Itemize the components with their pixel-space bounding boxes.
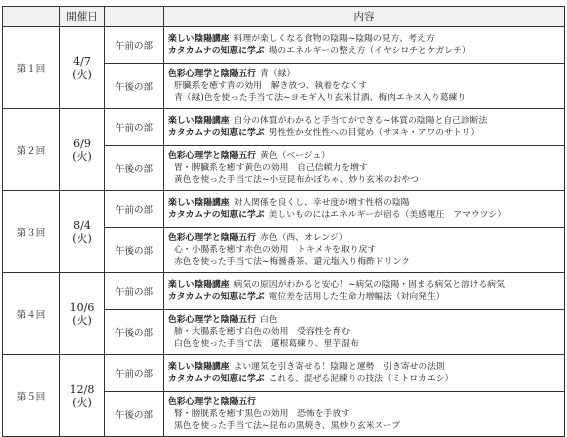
course-text: 肺・大腸系を癒す白色の効用 受容性を育む	[174, 326, 350, 337]
date-value: 6/9	[73, 136, 91, 150]
morning-part-label: 午前の部	[105, 109, 164, 146]
day-value: (火)	[72, 231, 92, 245]
course-text: 白色を使った手当て法 蓮根葛練り、里芋湿布	[174, 339, 359, 350]
morning-part-label: 午前の部	[105, 273, 164, 310]
content-line	[168, 326, 560, 338]
morning-content	[164, 273, 565, 310]
header-row	[3, 7, 565, 27]
afternoon-content	[164, 228, 565, 273]
course-heading: 色彩心理学と陰陽五行	[168, 68, 256, 79]
session-date	[60, 355, 105, 437]
content-line	[168, 256, 560, 268]
day-value: (火)	[72, 149, 92, 163]
day-value: (火)	[72, 313, 92, 327]
course-text: 青（緑)色を使った手当て法~ヨモギ入り玄米甘酒、梅肉エキス入り葛練り	[174, 93, 467, 104]
session-number: 第２回	[3, 109, 60, 191]
course-text: 赤色を使った手当て法~梅醤番茶、還元塩入り梅酢ドリンク	[174, 257, 410, 268]
content-line	[168, 209, 560, 221]
morning-content	[164, 27, 565, 64]
schedule-table	[2, 6, 565, 437]
content-line	[168, 244, 560, 256]
course-text: 腎・膀胱系を癒す黒色の効用 恐怖を手放す	[174, 408, 350, 419]
course-text: 対人関係を良くし、幸せ度が増す性格の陰陽	[233, 197, 410, 208]
content-line	[168, 45, 560, 57]
content-line	[168, 162, 560, 174]
day-value: (火)	[72, 67, 92, 81]
content-line	[168, 92, 560, 104]
course-text: よい運気を引き寄せる！陰陽と運勢 引き寄せの法則	[233, 361, 445, 372]
content-line	[168, 115, 560, 127]
session-number: 第３回	[3, 191, 60, 273]
content-line	[168, 127, 560, 139]
course-text: 黄色を使った手当て法~小豆昆布かぼちゃ、炒り玄米のおやつ	[174, 175, 419, 186]
course-text: 青（緑）	[259, 68, 296, 79]
course-heading: カタカムナの知恵に学ぶ	[168, 46, 265, 56]
content-line	[168, 150, 560, 162]
course-text: 胃・脾臓系を癒す黄色の効用 自己信頼力を増す	[174, 162, 368, 173]
header-date: 開催日	[60, 7, 105, 27]
content-line	[168, 174, 560, 186]
course-text: 場のエネルギーの整え方（イヤシロチとケガレチ）	[268, 46, 471, 56]
content-line	[168, 279, 560, 291]
course-heading: 楽しい陰陽講座	[168, 197, 230, 208]
header-part	[105, 7, 164, 27]
course-heading: 楽しい陰陽講座	[168, 33, 230, 44]
session-date	[60, 273, 105, 355]
day-value: (火)	[72, 395, 92, 409]
course-heading: 楽しい陰陽講座	[168, 279, 230, 290]
content-line	[168, 408, 560, 420]
course-text: 自分の体質がわかると手当てができる~体質の陰陽と自己診断法	[233, 115, 488, 126]
session-date	[60, 109, 105, 191]
session-number: 第５回	[3, 355, 60, 437]
date-value: 12/8	[69, 382, 95, 396]
date-value: 4/7	[73, 54, 91, 68]
content-line	[168, 291, 560, 303]
session-row	[3, 191, 565, 228]
course-text: 白色	[259, 314, 278, 325]
content-line	[168, 373, 560, 385]
session-row	[3, 273, 565, 310]
course-heading: 楽しい陰陽講座	[168, 361, 230, 372]
afternoon-content	[164, 310, 565, 355]
course-text: 肝臓系を癒す青の効用 解き放つ、執着をなくす	[174, 80, 368, 91]
course-text: 黒色を使った手当て法~昆布の黒焼き、黒炒り玄米スープ	[174, 421, 401, 432]
content-line	[168, 420, 560, 432]
course-text: 病気の原因がわかると安心！~病気の陰陽・固まる病気と溶ける病気	[233, 279, 505, 290]
course-text: 男性性か女性性への目覚め（サヌキ・アワのサトリ）	[268, 128, 480, 138]
content-line	[168, 68, 560, 80]
session-row	[3, 27, 565, 64]
course-heading: カタカムナの知恵に学ぶ	[168, 292, 265, 302]
date-value: 10/6	[69, 300, 95, 314]
course-text: これる、混ぜる泥練りの技法（ミトロカエシ）	[268, 374, 454, 384]
course-text: 電位差を活用した生命力増幅法（対向発生）	[268, 292, 445, 302]
course-heading: 楽しい陰陽講座	[168, 115, 230, 126]
course-heading: カタカムナの知恵に学ぶ	[168, 210, 265, 220]
header-no	[3, 7, 60, 27]
afternoon-part-label: 午後の部	[105, 64, 164, 109]
afternoon-content	[164, 64, 565, 109]
course-heading: 色彩心理学と陰陽五行	[168, 232, 256, 243]
morning-part-label: 午前の部	[105, 191, 164, 228]
course-heading: 色彩心理学と陰陽五行	[168, 396, 256, 407]
morning-content	[164, 191, 565, 228]
session-row	[3, 355, 565, 392]
session-number: 第１回	[3, 27, 60, 109]
course-heading: カタカムナの知恵に学ぶ	[168, 128, 265, 138]
content-line	[168, 314, 560, 326]
content-line	[168, 197, 560, 209]
course-heading: 色彩心理学と陰陽五行	[168, 314, 256, 325]
date-value: 8/4	[73, 218, 91, 232]
course-heading: カタカムナの知恵に学ぶ	[168, 374, 265, 384]
session-date	[60, 27, 105, 109]
morning-part-label: 午前の部	[105, 27, 164, 64]
content-line	[168, 396, 560, 408]
afternoon-part-label: 午後の部	[105, 228, 164, 273]
afternoon-part-label: 午後の部	[105, 310, 164, 355]
afternoon-part-label: 午後の部	[105, 146, 164, 191]
content-line	[168, 361, 560, 373]
course-heading: 色彩心理学と陰陽五行	[168, 150, 256, 161]
afternoon-content	[164, 392, 565, 437]
morning-part-label: 午前の部	[105, 355, 164, 392]
session-row	[3, 109, 565, 146]
content-line	[168, 80, 560, 92]
content-line	[168, 33, 560, 45]
course-text: 料理が楽しくなる食物の陰陽~陰陽の見方、考え方	[233, 33, 435, 44]
course-text: 美しいものにはエネルギーが宿る（美感電圧 アマウツシ）	[268, 210, 507, 220]
morning-content	[164, 355, 565, 392]
content-line	[168, 338, 560, 350]
course-text: 心・小腸系を癒す赤色の効用 トキメキを取り戻す	[174, 244, 377, 255]
course-text: 赤色（西、オレンジ）	[259, 232, 348, 243]
afternoon-part-label: 午後の部	[105, 392, 164, 437]
session-number: 第４回	[3, 273, 60, 355]
morning-content	[164, 109, 565, 146]
header-content: 内容	[164, 7, 565, 27]
content-line	[168, 232, 560, 244]
course-text: 黄色（ベージュ）	[259, 150, 331, 161]
afternoon-content	[164, 146, 565, 191]
session-date	[60, 191, 105, 273]
